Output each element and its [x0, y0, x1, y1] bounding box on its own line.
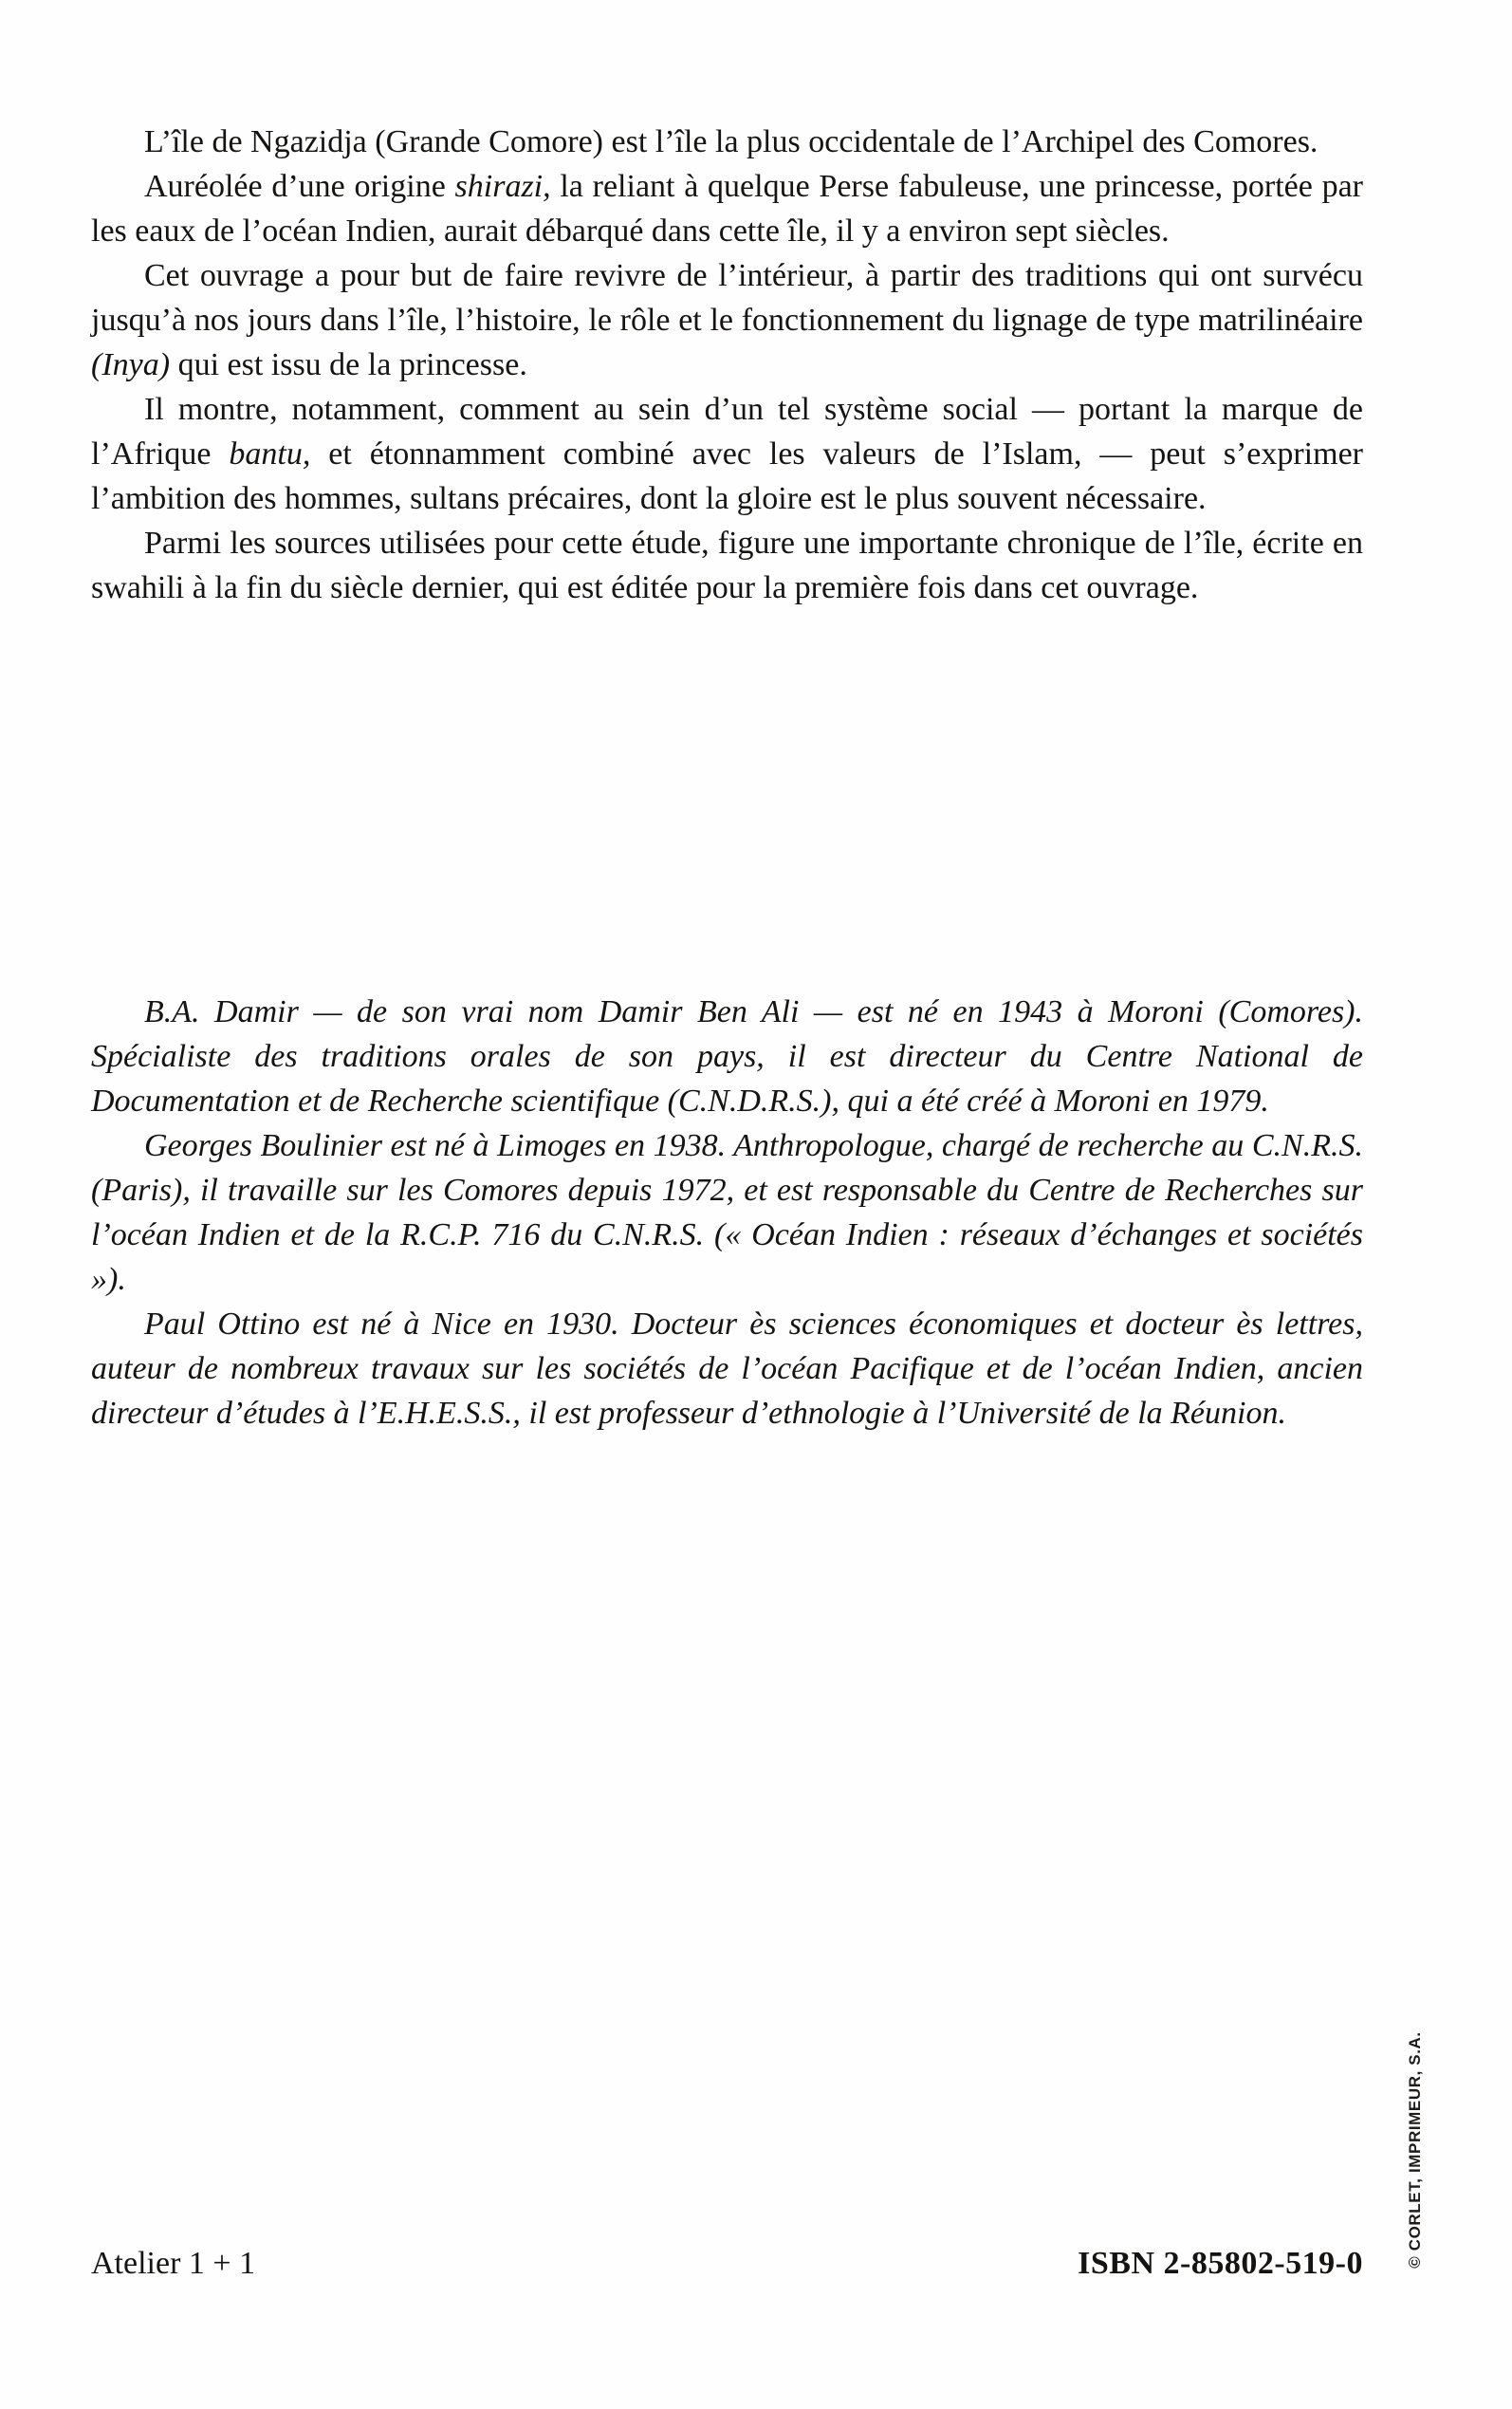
- author-bios-block: [91, 990, 1363, 1436]
- printer-credit-vertical: © CORLET, IMPRIMEUR, S.A.: [1406, 2031, 1424, 2269]
- synopsis-block: [91, 120, 1363, 610]
- synopsis-paragraph-1: L’île de Ngazidja (Grande Comore) est l’île la plus occidentale de l’Archipel des Comores.: [144, 124, 1318, 159]
- synopsis-paragraph-5: Parmi les sources utilisées pour cette étude, figure une importante chronique de l’île, écrite en swahili à la fin du siècle dernier, qui est éditée pour la première fois dans cet ouvrage.: [91, 526, 1363, 605]
- synopsis-paragraph-4: Il montre, notamment, comment au sein d’un tel système social — portant la marque de l’Afrique bantu, et étonnamment combiné avec les valeurs de l’Islam, — peut s’exprimer l’ambition des hommes, sultans précaires, dont la gloire est le plus souvent nécessaire.: [91, 392, 1363, 516]
- isbn-label: ISBN 2-85802-519-0: [1078, 2246, 1363, 2281]
- bio-paragraph-ottino: Paul Ottino est né à Nice en 1930. Docteur ès sciences économiques et docteur ès lettres, auteur de nombreux travaux sur les sociétés de l’océan Pacifique et de l’océan Indien, ancien directeur d’études à l’E.H.E.S.S., il est professeur d’ethnologie à l’Université de la Réunion.: [91, 1306, 1363, 1431]
- bio-paragraph-damir: B.A. Damir — de son vrai nom Damir Ben Ali — est né en 1943 à Moroni (Comores). Spécialiste des traditions orales de son pays, il est directeur du Centre National de Documentation et de Recherche scientifique (C.N.D.R.S.), qui a été créé à Moroni en 1979.: [91, 994, 1363, 1119]
- footer: [91, 2241, 1363, 2286]
- imprint-label: Atelier 1 + 1: [91, 2246, 256, 2281]
- synopsis-paragraph-2: Auréolée d’une origine shirazi, la reliant à quelque Perse fabuleuse, une princesse, portée par les eaux de l’océan Indien, aurait débarqué dans cette île, il y a environ sept siècles.: [91, 169, 1363, 249]
- synopsis-paragraph-3: Cet ouvrage a pour but de faire revivre de l’intérieur, à partir des traditions qui ont survécu jusqu’à nos jours dans l’île, l’histoire, le rôle et le fonctionnement du lignage de type matrilinéaire (Inya) qui est issu de la princesse.: [91, 258, 1363, 382]
- bio-paragraph-boulinier: Georges Boulinier est né à Limoges en 1938. Anthropologue, chargé de recherche au C.N.R.S. (Paris), il travaille sur les Comores depuis 1972, et est responsable du Centre de Recherches sur l’océan Indien et de la R.C.P. 716 du C.N.R.S. (« Océan Indien : réseaux d’échanges et sociétés »).: [91, 1128, 1363, 1297]
